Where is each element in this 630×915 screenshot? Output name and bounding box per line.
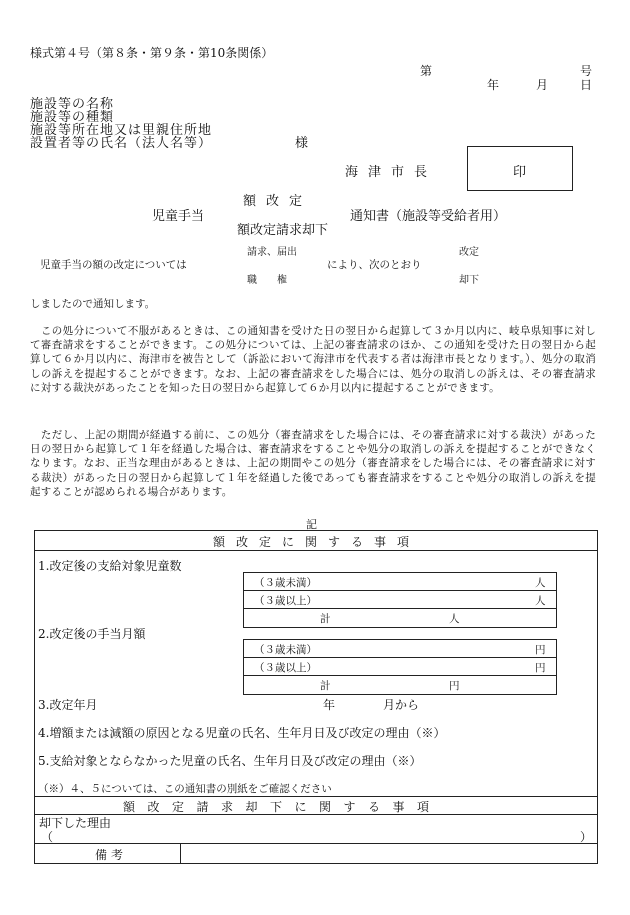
item2-row1-unit: 円 bbox=[535, 644, 546, 656]
reason-label: 却下した理由 bbox=[39, 816, 112, 830]
notice-paragraph-2: ただし、上記の期間が経過する前に、この処分（審査請求をした場合には、その審査請求に対する裁決）があった日の翌日から起算して１年を経過した場合は、審査請求をすることや処分の取消しの訴えを提起することができなくなります。なお、正当な理由があるときは、上記の期間やこの処分（審査請求をした場合には、その審査請求に対する裁決）があった日の翌日から起算して１年を経過した後であっても審査請求をすることや処分の取消しの訴えを提起することが認められる場合があります。 bbox=[30, 429, 596, 498]
item1-row2-unit: 人 bbox=[535, 595, 546, 607]
sender-name: 海津市長 bbox=[345, 165, 438, 180]
intro-lead: 児童手当の額の改定については bbox=[40, 259, 187, 271]
ki-label: 記 bbox=[306, 518, 317, 531]
facility-name-label: 施設等の名称 bbox=[30, 97, 115, 112]
section2-reason-cell bbox=[34, 813, 598, 844]
facility-address-label: 施設等所在地又は里親住所地 bbox=[30, 123, 213, 138]
founder-name-label: 設置者等の氏名（法人名等） bbox=[30, 136, 213, 151]
seal-box bbox=[467, 146, 573, 191]
item3-label: 3.改定年月 bbox=[38, 698, 98, 712]
title-right: 通知書（施設等受給者用） bbox=[350, 209, 507, 224]
item2-row1-label: （３歳未満） bbox=[254, 644, 317, 656]
reason-paren-open: （ bbox=[41, 830, 54, 844]
item2-total-label: 計 bbox=[320, 680, 331, 692]
section1-header-cell bbox=[34, 530, 598, 551]
item4-label: 4.増額または減額の原因となる児童の氏名、生年月日及び改定の理由（※） bbox=[38, 726, 446, 740]
facility-type-label: 施設等の種類 bbox=[30, 110, 115, 125]
item2-row2-unit: 円 bbox=[535, 662, 546, 674]
seal-label: 印 bbox=[513, 165, 527, 180]
intro-opt-top: 請求、届出 bbox=[247, 247, 297, 258]
item1-row1-label: （３歳未満） bbox=[254, 577, 317, 589]
intro-middle: により、次のとおり bbox=[327, 259, 422, 271]
item1-label: 1.改定後の支給対象児童数 bbox=[38, 559, 182, 573]
honorific: 様 bbox=[295, 136, 309, 151]
item1-total-unit: 人 bbox=[449, 613, 460, 625]
item2-row2-label: （３歳以上） bbox=[254, 662, 317, 674]
number-prefix: 第 bbox=[420, 64, 433, 78]
form-label: 様式第４号（第８条・第９条・第10条関係） bbox=[30, 46, 274, 60]
reason-paren-close: ） bbox=[580, 830, 593, 844]
date-day: 日 bbox=[580, 78, 593, 92]
item2-total-unit: 円 bbox=[449, 680, 460, 692]
item2-label: 2.改定後の手当月額 bbox=[38, 627, 146, 641]
section1-header: 額改定に関する事項 bbox=[213, 535, 421, 549]
item2-table bbox=[243, 639, 557, 695]
item3-month: 月から bbox=[383, 698, 420, 712]
item1-row2-label: （３歳以上） bbox=[254, 595, 317, 607]
title-left: 児童手当 bbox=[152, 209, 205, 224]
date-month: 月 bbox=[536, 78, 549, 92]
title-bottom: 額改定請求却下 bbox=[237, 223, 329, 238]
remarks-row bbox=[34, 843, 598, 864]
intro-opt2-bottom: 却下 bbox=[459, 275, 479, 286]
notice-paragraph-1: この処分について不服があるときは、この通知書を受けた日の翌日から起算して３か月以内に、岐阜県知事に対して審査請求をすることができます。この処分については、上記の審査請求のほか、この通知を受けた日の翌日から起算して６か月以内に、海津市を被告として（訴訟において海津市を代表する者は海津市長となります。）、処分の取消しの訴えを提起することができます。なお、上記の審査請求をした場合には、処分の取消しの訴えは、その審査請求に対する裁決があったことを知った日の翌日から起算して６か月以内に提起することができます。 bbox=[30, 325, 596, 394]
item1-total-label: 計 bbox=[320, 613, 331, 625]
intro-opt2-top: 改定 bbox=[459, 247, 479, 258]
remarks-label: 備考 bbox=[95, 848, 128, 862]
item1-row1-unit: 人 bbox=[535, 577, 546, 589]
intro-tail: しましたので通知します。 bbox=[30, 298, 156, 310]
item5-label: 5.支給対象とならなかった児童の氏名、生年月日及び改定の理由（※） bbox=[38, 754, 422, 768]
section2-header: 額改定請求却下に関する事項 bbox=[123, 800, 442, 814]
note-label: （※）４、５については、この通知書の別紙をご確認ください bbox=[38, 783, 332, 795]
item1-table bbox=[243, 572, 557, 628]
date-year: 年 bbox=[487, 78, 500, 92]
item3-year: 年 bbox=[323, 698, 336, 712]
number-suffix: 号 bbox=[580, 64, 593, 78]
title-top: 額改定 bbox=[243, 194, 313, 209]
intro-opt-bottom: 職 権 bbox=[247, 275, 287, 286]
